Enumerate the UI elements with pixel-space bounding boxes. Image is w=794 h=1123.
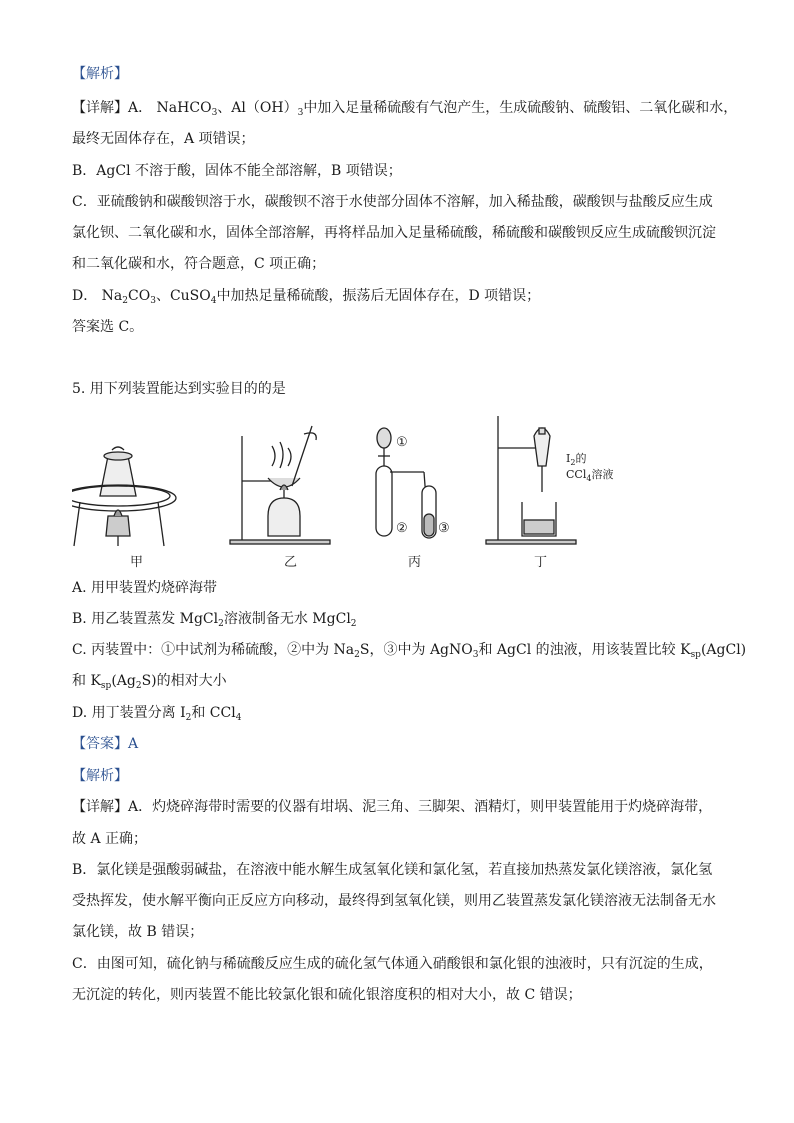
analysis-heading-prev: 【解析】 bbox=[72, 66, 128, 82]
prev-detail-c-line2: 氯化钡、二氧化碳和水，固体全部溶解，再将样品加入足量稀硫酸，稀硫酸和碳酸钡反应生成硫酸钡沉淀 bbox=[72, 225, 716, 241]
label-jia: 甲 bbox=[130, 555, 144, 570]
ding-note-line2: CCl$_4$溶液 bbox=[566, 468, 614, 483]
prev-answer: 答案选 C。 bbox=[72, 319, 144, 335]
label-ding: 丁 bbox=[534, 555, 548, 570]
prev-detail-a-line2: 最终无固体存在，A 项错误； bbox=[72, 131, 255, 147]
prev-detail-c-line3: 和二氧化碳和水，符合题意，C 项正确； bbox=[72, 256, 326, 272]
label-bing: 丙 bbox=[408, 555, 422, 570]
detail-c-line1: C．由图可知，硫化钠与稀硫酸反应生成的硫化氢气体通入硝酸银和氯化银的浊液时，只有沉淀的生成， bbox=[72, 956, 713, 972]
detail-b-line1: B．氯化镁是强酸弱碱盐，在溶液中能水解生成氢氧化镁和氯化氢，若直接加热蒸发氯化镁溶液，氯化氢 bbox=[72, 862, 713, 878]
option-a: A. 用甲装置灼烧碎海带 bbox=[72, 580, 218, 596]
option-b: B. 用乙装置蒸发 MgCl$_2$溶液制备无水 MgCl$_2$ bbox=[72, 611, 357, 629]
prev-detail-d: D． $Na_2CO_3$、CuSO$_4$中加热足量稀硫酸，振荡后无固体存在，D 项错误； bbox=[72, 288, 541, 306]
prev-detail-b: B．AgCl 不溶于酸，固体不能全部溶解，B 项错误； bbox=[72, 163, 402, 179]
label-circle-1: ① bbox=[396, 435, 408, 450]
ding-note-line1: $I_2$的 bbox=[566, 452, 587, 467]
prev-detail-a-line1: 【详解】A． NaHCO$_3$、$Al(OH)_3$中加入足量稀硫酸有气泡产生，生成硫酸钠、硫酸铝、二氧化碳和水， bbox=[72, 100, 738, 118]
detail-a-line2: 故 A 正确； bbox=[72, 831, 148, 847]
detail-b-line2: 受热挥发，使水解平衡向正反应方向移动，最终得到氢氧化镁，则用乙装置蒸发氯化镁溶液无法制备无水 bbox=[72, 893, 716, 909]
apparatus-drawing bbox=[72, 406, 632, 572]
option-c-line1: C. 丙装置中：①中试剂为稀硫酸，②中为 $Na_2S$，③中为 AgNO$_3$和 AgCl 的浊液，用该装置比较 $K_{sp}(AgCl)$ bbox=[72, 642, 747, 660]
label-circle-2: ② bbox=[396, 521, 408, 536]
analysis-heading: 【解析】 bbox=[72, 768, 128, 784]
question-stem: 5. 用下列装置能达到实验目的的是 bbox=[72, 381, 286, 397]
apparatus-figure bbox=[72, 406, 632, 572]
apparatus-jia bbox=[72, 447, 176, 546]
detail-c-line2: 无沉淀的转化，则丙装置不能比较氯化银和硫化银溶度积的相对大小，故 C 错误； bbox=[72, 987, 582, 1003]
detail-a-line1: 【详解】A．灼烧碎海带时需要的仪器有坩埚、泥三角、三脚架、酒精灯，则甲装置能用于灼烧碎海带， bbox=[72, 799, 713, 815]
answer-label: 【答案】A bbox=[72, 736, 139, 752]
apparatus-ding bbox=[486, 416, 576, 544]
label-circle-3: ③ bbox=[438, 521, 450, 536]
prev-detail-c-line1: C．亚硫酸钠和碳酸钡溶于水，碳酸钡不溶于水使部分固体不溶解，加入稀盐酸，碳酸钡与盐酸反应生成 bbox=[72, 194, 713, 210]
option-d: D. 用丁装置分离 $I_2$和 CCl$_4$ bbox=[72, 705, 242, 723]
apparatus-yi bbox=[230, 426, 330, 544]
detail-b-line3: 氯化镁，故 B 错误； bbox=[72, 924, 204, 940]
option-c-line2: 和 $K_{sp}(Ag_2S)$的相对大小 bbox=[72, 673, 227, 691]
label-yi: 乙 bbox=[284, 555, 298, 570]
